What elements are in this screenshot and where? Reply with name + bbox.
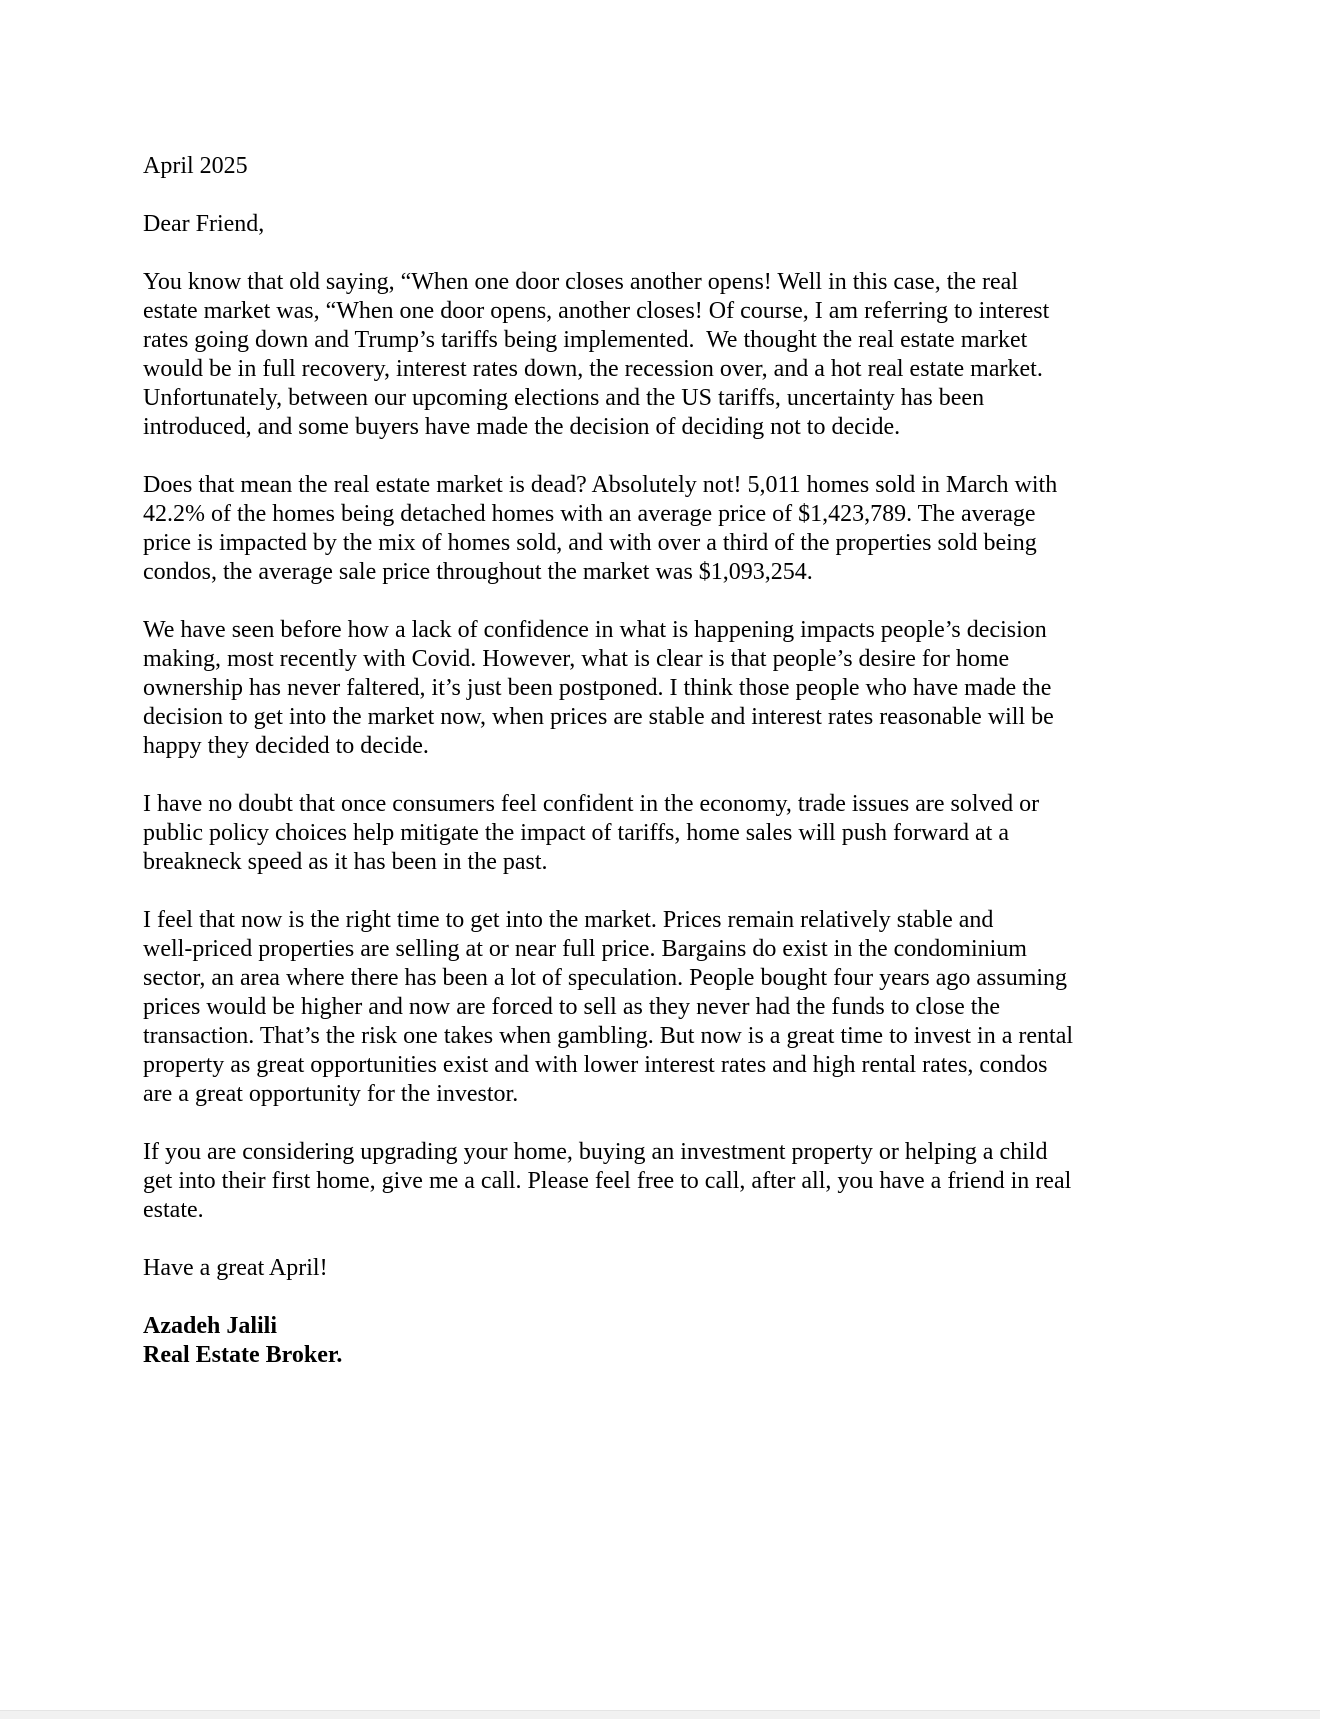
paragraph-line: condos, the average sale price throughout the market was $1,093,254. <box>143 559 813 585</box>
paragraph-line: Does that mean the real estate market is dead? Absolutely not! 5,011 homes sold in March with <box>143 472 1058 498</box>
paragraph-line: prices would be higher and now are forced to sell as they never had the funds to close the <box>143 994 1001 1020</box>
signature-title: Real Estate Broker. <box>143 1342 343 1368</box>
letter-date <box>143 152 1203 181</box>
paragraph-line: Unfortunately, between our upcoming elections and the US tariffs, uncertainty has been <box>143 385 985 411</box>
paragraph-line: well-priced properties are selling at or near full price. Bargains do exist in the condominium <box>143 936 1027 962</box>
paragraph-1 <box>143 268 1203 442</box>
paragraph-line: decision to get into the market now, when prices are stable and interest rates reasonable will be <box>143 704 1054 730</box>
paragraph-line: I have no doubt that once consumers feel confident in the economy, trade issues are solved or <box>143 791 1040 817</box>
paragraph-line: estate. <box>143 1197 204 1223</box>
page-bottom-edge <box>0 1710 1320 1719</box>
closing-line: Have a great April! <box>143 1255 328 1281</box>
paragraph-line: price is impacted by the mix of homes sold, and with over a third of the properties sold being <box>143 530 1037 556</box>
paragraph-line: introduced, and some buyers have made the decision of deciding not to decide. <box>143 414 901 440</box>
salutation-line: Dear Friend, <box>143 211 265 237</box>
paragraph-line: public policy choices help mitigate the impact of tariffs, home sales will push forward at a <box>143 820 1009 846</box>
paragraph-2 <box>143 471 1203 587</box>
paragraph-line: You know that old saying, “When one door closes another opens! Well in this case, the real <box>143 269 1018 295</box>
paragraph-line: If you are considering upgrading your home, buying an investment property or helping a child <box>143 1139 1048 1165</box>
salutation <box>143 210 1203 239</box>
signature-block <box>143 1312 1203 1370</box>
paragraph-line: breakneck speed as it has been in the past. <box>143 849 548 875</box>
closing <box>143 1254 1203 1283</box>
paragraph-line: I feel that now is the right time to get into the market. Prices remain relatively stable and <box>143 907 994 933</box>
paragraph-line: would be in full recovery, interest rates down, the recession over, and a hot real estate market. <box>143 356 1043 382</box>
paragraph-5 <box>143 906 1203 1109</box>
paragraph-line: sector, an area where there has been a lot of speculation. People bought four years ago assuming <box>143 965 1068 991</box>
paragraph-line: happy they decided to decide. <box>143 733 429 759</box>
paragraph-line: transaction. That’s the risk one takes when gambling. But now is a great time to invest in a rental <box>143 1023 1074 1049</box>
paragraph-line: estate market was, “When one door opens, another closes! Of course, I am referring to interest <box>143 298 1050 324</box>
paragraph-line: 42.2% of the homes being detached homes with an average price of $1,423,789. The average <box>143 501 1036 527</box>
paragraph-6 <box>143 1138 1203 1225</box>
paragraph-line: ownership has never faltered, it’s just been postponed. I think those people who have made the <box>143 675 1052 701</box>
paragraph-4 <box>143 790 1203 877</box>
paragraph-line: property as great opportunities exist and with lower interest rates and high rental rates, condos <box>143 1052 1048 1078</box>
paragraph-3 <box>143 616 1203 761</box>
paragraph-line: making, most recently with Covid. However, what is clear is that people’s desire for home <box>143 646 1010 672</box>
letter-body <box>143 152 1203 1399</box>
paragraph-line: We have seen before how a lack of confidence in what is happening impacts people’s decision <box>143 617 1047 643</box>
paragraph-line: are a great opportunity for the investor. <box>143 1081 519 1107</box>
signature-name: Azadeh Jalili <box>143 1313 278 1339</box>
date-line: April 2025 <box>143 153 248 179</box>
paragraph-line: get into their first home, give me a call. Please feel free to call, after all, you have a friend in real <box>143 1168 1072 1194</box>
paragraph-line: rates going down and Trump’s tariffs being implemented. We thought the real estate market <box>143 327 1028 353</box>
